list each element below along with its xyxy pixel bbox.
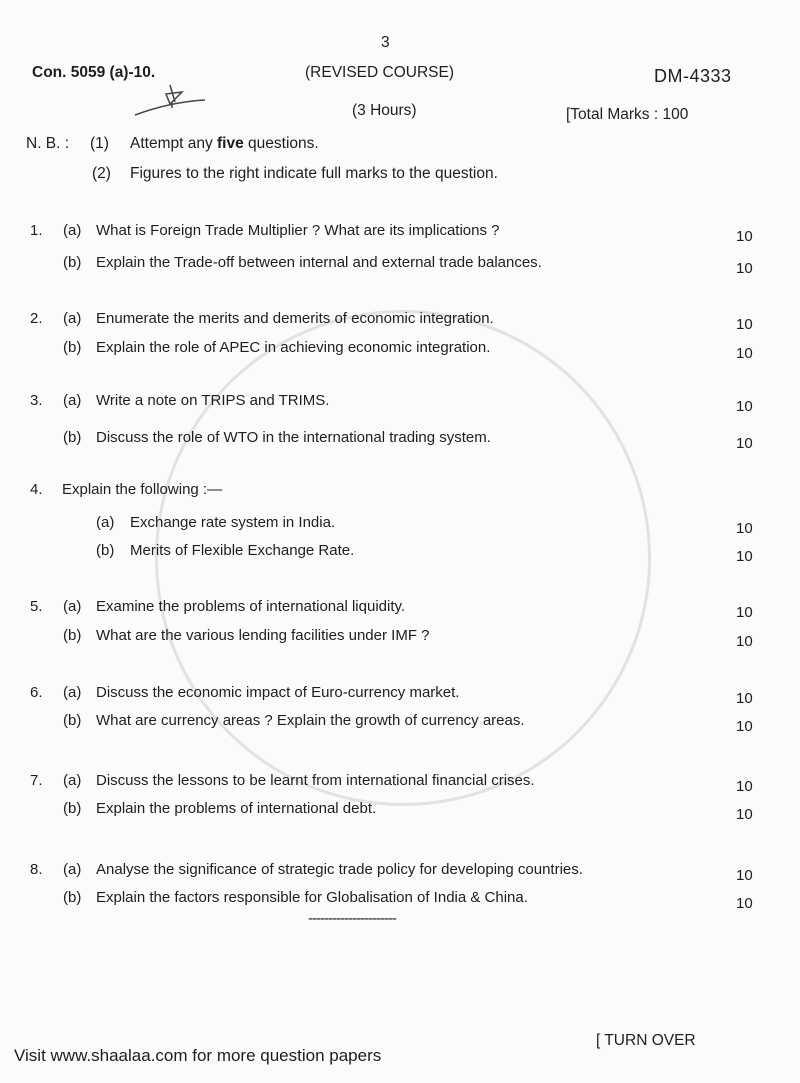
question-number: 7.	[30, 772, 43, 789]
question-text: Explain the factors responsible for Globalisation of India & China.	[96, 889, 528, 906]
duration: (3 Hours)	[352, 102, 417, 119]
question-text: Exchange rate system in India.	[130, 514, 336, 531]
part-label: (a)	[63, 861, 82, 878]
question-text: Explain the problems of international debt.	[96, 800, 377, 817]
question-row	[0, 684, 800, 707]
turn-over: [ TURN OVER	[596, 1032, 696, 1049]
question-row	[0, 222, 800, 245]
handwritten-mark-icon	[130, 80, 210, 120]
question-row	[0, 889, 800, 912]
question-row	[0, 392, 800, 415]
question-row	[0, 627, 800, 650]
part-label: (a)	[63, 772, 82, 789]
question-number: 3.	[30, 392, 43, 409]
question-row	[0, 514, 800, 537]
question-text: Explain the role of APEC in achieving economic integration.	[96, 339, 491, 356]
total-marks: [Total Marks : 100	[566, 106, 689, 123]
part-label: (a)	[63, 684, 82, 701]
part-label: (b)	[63, 712, 82, 729]
part-label: (b)	[63, 254, 82, 271]
part-label: (a)	[63, 222, 82, 239]
marks: 10	[736, 228, 753, 245]
part-label: (b)	[63, 627, 82, 644]
instruction-2-num: (2)	[92, 165, 111, 182]
marks: 10	[736, 520, 753, 537]
marks: 10	[736, 435, 753, 452]
course-label: (REVISED COURSE)	[305, 64, 454, 81]
marks: 10	[736, 548, 753, 565]
question-row	[0, 254, 800, 277]
marks: 10	[736, 806, 753, 823]
question-number: 5.	[30, 598, 43, 615]
question-text: Write a note on TRIPS and TRIMS.	[96, 392, 330, 409]
part-label: (a)	[63, 392, 82, 409]
footer-link-text: Visit www.shaalaa.com for more question papers	[14, 1046, 382, 1065]
page-number: 3	[381, 34, 390, 51]
question-number: 4.	[30, 481, 43, 498]
part-label: (b)	[63, 429, 82, 446]
question-row	[0, 712, 800, 735]
question-row	[0, 800, 800, 823]
question-row	[0, 429, 800, 452]
question-row	[0, 772, 800, 795]
marks: 10	[736, 718, 753, 735]
instruction-1	[130, 135, 319, 153]
end-rule: ----------------------	[308, 910, 396, 927]
part-label: (b)	[63, 800, 82, 817]
marks: 10	[736, 633, 753, 650]
question-row	[0, 598, 800, 621]
part-label: (b)	[63, 339, 82, 356]
instruction-2: Figures to the right indicate full marks to the question.	[130, 165, 498, 182]
part-label: (a)	[63, 310, 82, 327]
nb-label: N. B. :	[26, 135, 70, 152]
part-label: (b)	[63, 889, 82, 906]
question-text: What is Foreign Trade Multiplier ? What are its implications ?	[96, 222, 500, 239]
instruction-1-num: (1)	[90, 135, 109, 152]
question-number: 6.	[30, 684, 43, 701]
instruction-1-post: questions.	[243, 135, 319, 152]
marks: 10	[736, 690, 753, 707]
question-intro	[0, 481, 800, 501]
marks: 10	[736, 895, 753, 912]
marks: 10	[736, 604, 753, 621]
question-text: Explain the Trade-off between internal and external trade balances.	[96, 254, 542, 271]
part-label: (a)	[96, 514, 115, 531]
instruction-1-bold: five	[217, 135, 244, 152]
question-row	[0, 542, 800, 565]
question-text: What are the various lending facilities under IMF ?	[96, 627, 430, 644]
question-number: 8.	[30, 861, 43, 878]
marks: 10	[736, 316, 753, 333]
question-intro-text: Explain the following :—	[62, 481, 223, 498]
question-text: Discuss the role of WTO in the international trading system.	[96, 429, 491, 446]
question-number: 2.	[30, 310, 43, 327]
marks: 10	[736, 867, 753, 884]
marks: 10	[736, 778, 753, 795]
question-row	[0, 339, 800, 362]
con-code: Con. 5059 (a)-10.	[32, 64, 156, 81]
question-text: Discuss the lessons to be learnt from international financial crises.	[96, 772, 535, 789]
question-text: Enumerate the merits and demerits of economic integration.	[96, 310, 494, 327]
question-text: Discuss the economic impact of Euro-currency market.	[96, 684, 460, 701]
marks: 10	[736, 398, 753, 415]
question-row	[0, 861, 800, 884]
part-label: (b)	[96, 542, 115, 559]
part-label: (a)	[63, 598, 82, 615]
question-number: 1.	[30, 222, 43, 239]
question-row	[0, 310, 800, 333]
question-text: Merits of Flexible Exchange Rate.	[130, 542, 355, 559]
marks: 10	[736, 260, 753, 277]
marks: 10	[736, 345, 753, 362]
paper-code: DM-4333	[654, 66, 732, 86]
question-text: Examine the problems of international liquidity.	[96, 598, 406, 615]
instruction-1-pre: Attempt any	[130, 135, 218, 152]
question-text: What are currency areas ? Explain the growth of currency areas.	[96, 712, 525, 729]
question-text: Analyse the significance of strategic trade policy for developing countries.	[96, 861, 583, 878]
